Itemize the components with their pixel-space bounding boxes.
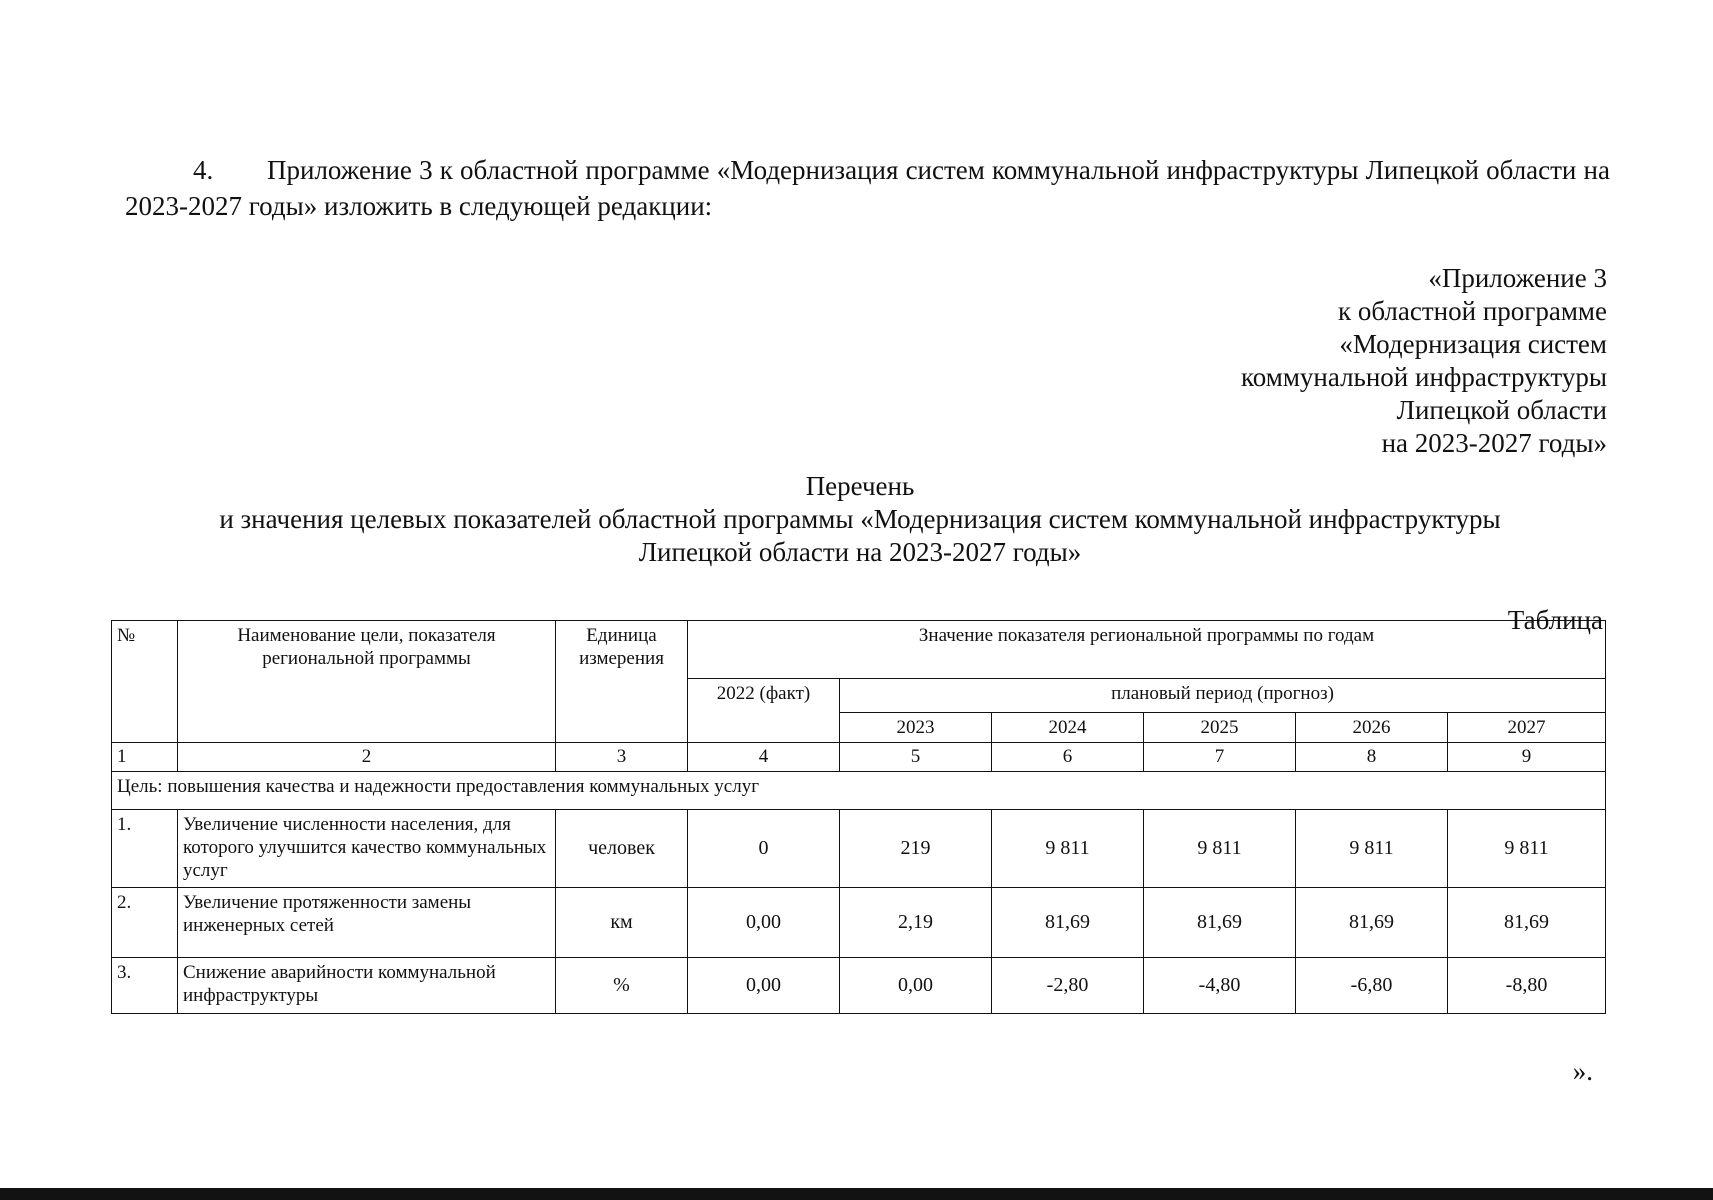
- title-line: Липецкой области на 2023-2027 годы»: [638, 537, 1082, 567]
- row-value: -6,80: [1296, 958, 1448, 1014]
- row-name: Снижение аварийности коммунальной инфраструктуры: [178, 958, 556, 1014]
- appendix-line: коммунальной инфраструктуры: [1241, 362, 1607, 392]
- column-index-row: [112, 743, 1606, 772]
- appendix-line: «Модернизация систем: [1339, 329, 1607, 359]
- goal-row: [112, 772, 1606, 810]
- title-line: Перечень: [805, 471, 915, 501]
- row-value: 81,69: [1296, 888, 1448, 958]
- indicators-table: [111, 620, 1606, 1014]
- column-index: 4: [688, 743, 840, 772]
- row-value: -8,80: [1448, 958, 1606, 1014]
- row-value: 0,00: [840, 958, 992, 1014]
- table-row: [112, 888, 1606, 958]
- scan-edge-bar: [0, 1188, 1713, 1200]
- column-index: 7: [1144, 743, 1296, 772]
- table-row: [112, 958, 1606, 1014]
- header-row: [112, 621, 1606, 679]
- row-value: 0: [688, 810, 840, 888]
- appendix-line: Липецкой области: [1396, 395, 1607, 425]
- closing-quote-mark: ».: [1572, 1056, 1593, 1086]
- column-index: 3: [556, 743, 688, 772]
- header-year: 2025: [1144, 713, 1296, 743]
- row-value: 81,69: [992, 888, 1144, 958]
- row-name: Увеличение численности населения, для которого улучшится качество коммунальных услуг: [178, 810, 556, 888]
- header-year: 2023: [840, 713, 992, 743]
- column-index: 5: [840, 743, 992, 772]
- appendix-line: «Приложение 3: [1428, 263, 1607, 293]
- table-label: Таблица: [1507, 605, 1603, 635]
- row-name: Увеличение протяженности замены инженерных сетей: [178, 888, 556, 958]
- row-value: 81,69: [1144, 888, 1296, 958]
- row-num: 1.: [112, 810, 178, 888]
- row-value: 9 811: [992, 810, 1144, 888]
- row-num: 2.: [112, 888, 178, 958]
- row-num: 3.: [112, 958, 178, 1014]
- row-value: 0,00: [688, 958, 840, 1014]
- column-index: 6: [992, 743, 1144, 772]
- header-unit: Единица измерения: [556, 621, 688, 743]
- intro-paragraph: [125, 152, 1610, 224]
- row-unit: человек: [556, 810, 688, 888]
- document-title: [120, 470, 1600, 569]
- column-index: 2: [178, 743, 556, 772]
- header-plan-period: плановый период (прогноз): [840, 679, 1606, 713]
- row-value: 9 811: [1144, 810, 1296, 888]
- row-unit: км: [556, 888, 688, 958]
- row-value: 9 811: [1296, 810, 1448, 888]
- row-value: 219: [840, 810, 992, 888]
- appendix-header: [1087, 262, 1607, 460]
- row-value: -4,80: [1144, 958, 1296, 1014]
- header-year: 2027: [1448, 713, 1606, 743]
- header-year: 2026: [1296, 713, 1448, 743]
- intro-number: 4.: [193, 155, 214, 185]
- column-index: 8: [1296, 743, 1448, 772]
- row-value: 0,00: [688, 888, 840, 958]
- row-value: 9 811: [1448, 810, 1606, 888]
- column-index: 9: [1448, 743, 1606, 772]
- title-line: и значения целевых показателей областной программы «Модернизация систем коммунальной инфраструктуры: [219, 504, 1501, 534]
- header-year: 2024: [992, 713, 1144, 743]
- column-index: 1: [112, 743, 178, 772]
- table-row: [112, 810, 1606, 888]
- header-values-group: Значение показателя региональной программы по годам: [688, 621, 1606, 679]
- intro-text: Приложение 3 к областной программе «Модернизация систем коммунальной инфраструктуры Липецкой области на 2023-2027 годы» изложить в следующей редакции:: [125, 155, 1610, 221]
- row-unit: %: [556, 958, 688, 1014]
- appendix-line: к областной программе: [1338, 296, 1607, 326]
- header-name: Наименование цели, показателя региональной программы: [178, 621, 556, 743]
- row-value: -2,80: [992, 958, 1144, 1014]
- appendix-line: на 2023-2027 годы»: [1381, 428, 1607, 458]
- header-fact-year: 2022 (факт): [688, 679, 840, 743]
- goal-text: Цель: повышения качества и надежности предоставления коммунальных услуг: [112, 772, 1606, 810]
- row-value: 81,69: [1448, 888, 1606, 958]
- row-value: 2,19: [840, 888, 992, 958]
- header-num: №: [112, 621, 178, 743]
